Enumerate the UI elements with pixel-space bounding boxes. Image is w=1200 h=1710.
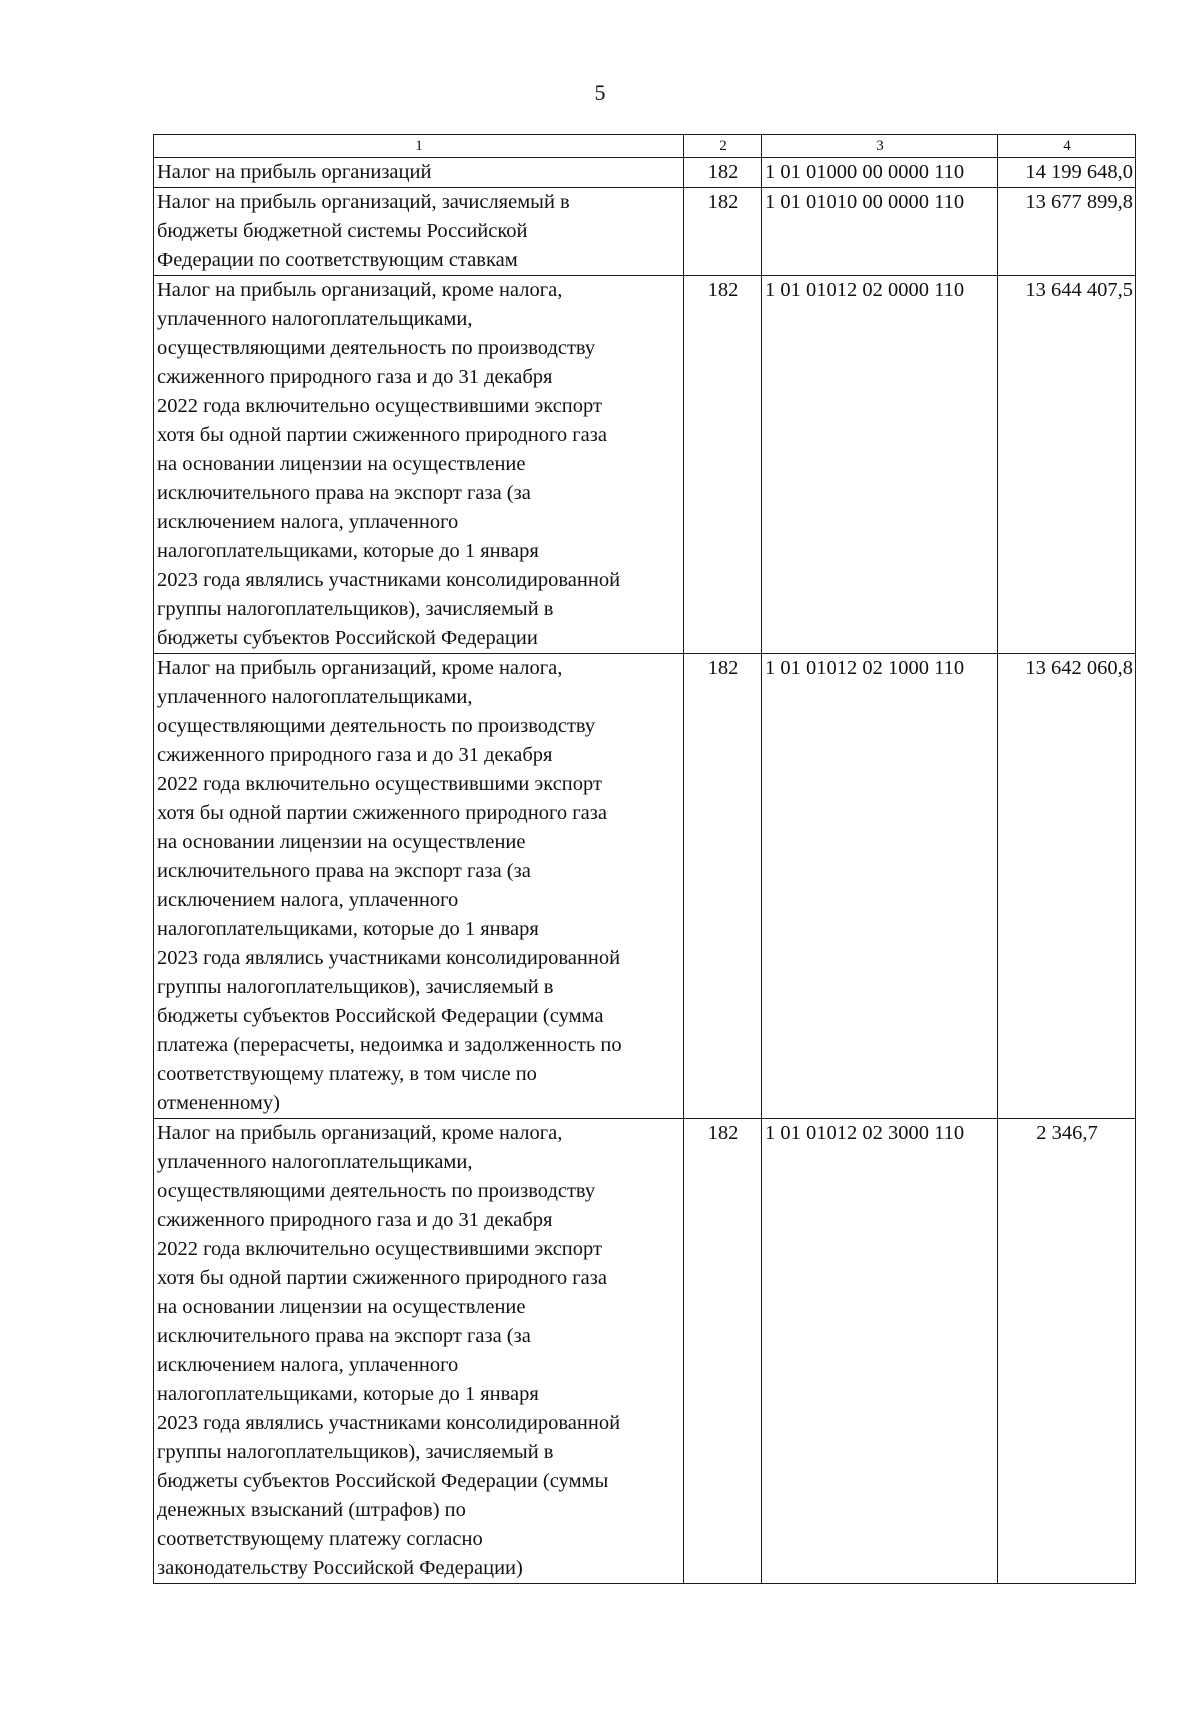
admin-code-cell: 182 [684,1119,762,1584]
header-cell-2: 2 [684,135,762,158]
description-line: осуществляющими деятельность по производству [157,1180,596,1202]
table-row [154,1119,1136,1584]
description-line: соответствующему платежу согласно [157,1528,483,1550]
admin-code-cell: 182 [684,276,762,654]
description-line: налогоплательщиками, которые до 1 января [157,918,539,940]
description-line: Налог на прибыль организаций, кроме налога, [157,657,563,679]
description-line: 2022 года включительно осуществившими экспорт [157,1238,602,1260]
description-line: хотя бы одной партии сжиженного природного газа [157,424,607,446]
description-line: бюджеты бюджетной системы Российской [157,220,528,242]
description-line: осуществляющими деятельность по производству [157,337,596,359]
description-line: группы налогоплательщиков), зачисляемый в [157,976,554,998]
description-line: группы налогоплательщиков), зачисляемый в [157,1441,554,1463]
description-line: бюджеты субъектов Российской Федерации (сумма [157,1005,604,1027]
description-line: налогоплательщиками, которые до 1 января [157,1383,539,1405]
description-cell [154,654,684,1119]
page-number: 5 [594,80,606,105]
description-line: исключительного права на экспорт газа (за [157,860,531,882]
description-line: сжиженного природного газа и до 31 декабря [157,1209,553,1231]
description-line: на основании лицензии на осуществление [157,1296,526,1318]
description-line: исключительного права на экспорт газа (за [157,482,531,504]
amount-cell: 14 199 648,0 [998,158,1136,188]
description-line: Налог на прибыль организаций, кроме налога, [157,1122,563,1144]
budget-table [153,134,1136,1584]
description-line: 2023 года являлись участниками консолидированной [157,1412,621,1434]
description-cell [154,158,684,188]
description-line: уплаченного налогоплательщиками, [157,686,473,708]
description-line: Федерации по соответствующим ставкам [157,249,518,271]
description-line: 2022 года включительно осуществившими экспорт [157,395,602,417]
description-line: группы налогоплательщиков), зачисляемый в [157,598,554,620]
description-cell [154,1119,684,1584]
description-line: уплаченного налогоплательщиками, [157,308,473,330]
description-line: на основании лицензии на осуществление [157,453,526,475]
description-line: Налог на прибыль организаций [157,161,432,183]
header-cell-1: 1 [154,135,684,158]
description-line: бюджеты субъектов Российской Федерации [157,627,538,649]
kbk-cell: 1 01 01012 02 1000 110 [762,654,998,1119]
admin-code-cell: 182 [684,188,762,276]
amount-cell: 13 642 060,8 [998,654,1136,1119]
description-line: бюджеты субъектов Российской Федерации (суммы [157,1470,609,1492]
description-line: Налог на прибыль организаций, зачисляемый в [157,191,570,213]
description-cell [154,188,684,276]
table-row [154,158,1136,188]
description-line: исключением налога, уплаченного [157,889,459,911]
kbk-cell: 1 01 01010 00 0000 110 [762,188,998,276]
table-row [154,188,1136,276]
description-line: налогоплательщиками, которые до 1 января [157,540,539,562]
description-line: 2022 года включительно осуществившими экспорт [157,773,602,795]
amount-cell: 13 644 407,5 [998,276,1136,654]
description-line: осуществляющими деятельность по производству [157,715,596,737]
header-cell-4: 4 [998,135,1136,158]
description-cell [154,276,684,654]
table-row [154,654,1136,1119]
description-line: отмененному) [157,1092,280,1114]
kbk-cell: 1 01 01000 00 0000 110 [762,158,998,188]
kbk-cell: 1 01 01012 02 3000 110 [762,1119,998,1584]
amount-cell: 2 346,7 [998,1119,1136,1584]
header-cell-3: 3 [762,135,998,158]
description-line: платежа (перерасчеты, недоимка и задолженность по [157,1034,622,1056]
description-line: уплаченного налогоплательщиками, [157,1151,473,1173]
description-line: соответствующему платежу, в том числе по [157,1063,537,1085]
description-line: сжиженного природного газа и до 31 декабря [157,366,553,388]
description-line: Налог на прибыль организаций, кроме налога, [157,279,563,301]
admin-code-cell: 182 [684,654,762,1119]
amount-cell: 13 677 899,8 [998,188,1136,276]
description-line: хотя бы одной партии сжиженного природного газа [157,1267,607,1289]
description-line: исключением налога, уплаченного [157,1354,459,1376]
description-line: денежных взысканий (штрафов) по [157,1499,466,1521]
description-line: 2023 года являлись участниками консолидированной [157,947,621,969]
description-line: сжиженного природного газа и до 31 декабря [157,744,553,766]
description-line: исключением налога, уплаченного [157,511,459,533]
description-line: исключительного права на экспорт газа (за [157,1325,531,1347]
admin-code-cell: 182 [684,158,762,188]
description-line: на основании лицензии на осуществление [157,831,526,853]
description-line: 2023 года являлись участниками консолидированной [157,569,621,591]
description-line: хотя бы одной партии сжиженного природного газа [157,802,607,824]
description-line: законодательству Российской Федерации) [157,1557,523,1579]
table-row [154,276,1136,654]
kbk-cell: 1 01 01012 02 0000 110 [762,276,998,654]
table-header-row [154,135,1136,158]
